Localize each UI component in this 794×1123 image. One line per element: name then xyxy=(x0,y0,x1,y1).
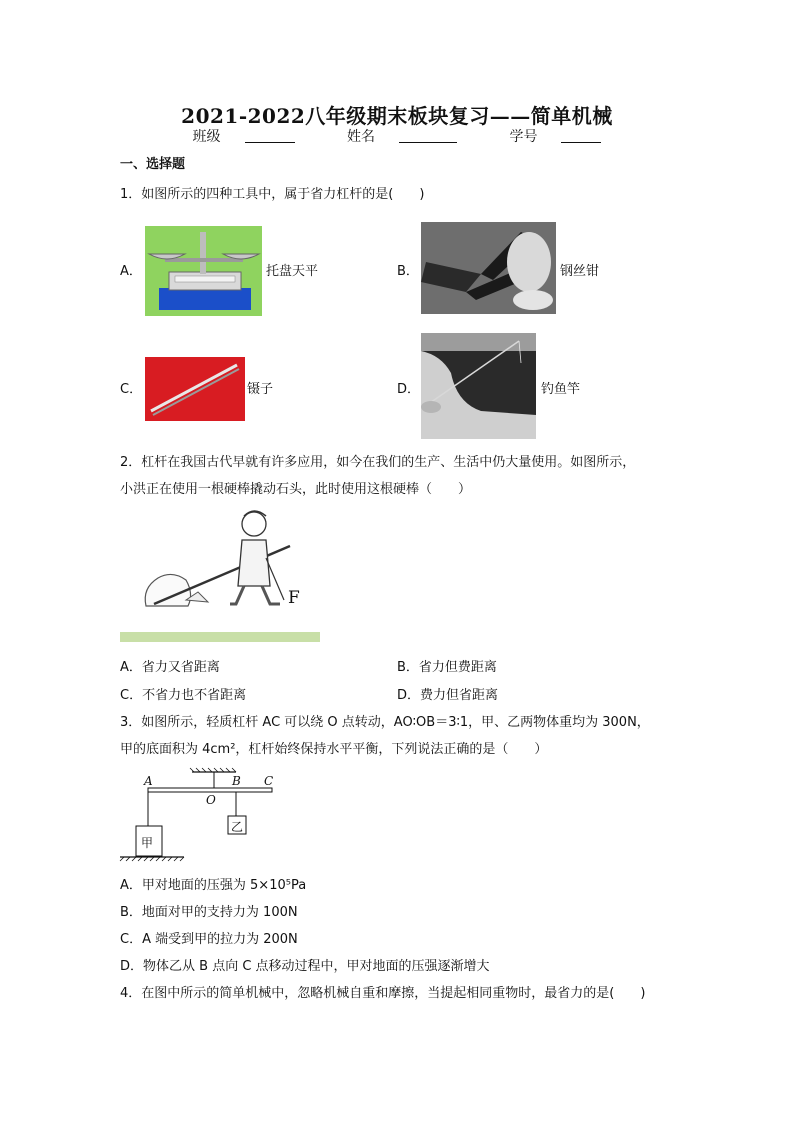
q4-stem: 4．在图中所示的简单机械中，忽略机械自重和摩擦，当提起相同重物时，最省力的是( ) xyxy=(120,986,646,1001)
q3-option-d: D．物体乙从 B 点向 C 点移动过程中，甲对地面的压强逐渐增大 xyxy=(120,959,490,974)
lever-diagram xyxy=(118,766,284,866)
block-jia-label: 甲 xyxy=(141,836,154,850)
point-c-label: C xyxy=(264,774,274,788)
q2-option-a: A．省力又省距离 xyxy=(120,660,220,675)
q1-stem: 1．如图所示的四种工具中，属于省力杠杆的是( ) xyxy=(120,187,425,202)
page-title: 2021-2022八年级期末板块复习——简单机械 xyxy=(181,104,613,128)
id-blank xyxy=(561,128,601,143)
q2-option-d: D．费力但省距离 xyxy=(397,688,499,703)
q3-option-b: B．地面对甲的支持力为 100N xyxy=(120,905,298,920)
block-yi-label: 乙 xyxy=(231,820,244,834)
q3-stem-line2: 甲的底面积为 4cm²，杠杆始终保持水平平衡，下列说法正确的是（ ） xyxy=(120,742,548,757)
q1-option-b-label: 钢丝钳 xyxy=(560,264,600,279)
q1-option-c-label: 镊子 xyxy=(247,382,274,397)
balance-scale-image xyxy=(145,226,262,316)
q1-option-c-letter: C． xyxy=(120,382,143,397)
fishing-rod-image xyxy=(421,333,536,439)
q3-stem-line1: 3．如图所示，轻质杠杆 AC 可以绕 O 点转动，AO∶OB＝3∶1，甲、乙两物体重均为 300N， xyxy=(120,715,650,730)
class-field xyxy=(181,126,307,146)
point-a-label: A xyxy=(144,774,153,788)
name-blank xyxy=(399,128,457,143)
tweezers-image xyxy=(145,357,245,421)
lever-prying-rock-illustration xyxy=(120,506,320,648)
point-o-label: O xyxy=(206,793,216,807)
class-blank xyxy=(245,128,295,143)
q1-option-a-label: 托盘天平 xyxy=(266,264,319,279)
name-label: 姓名 xyxy=(347,129,375,145)
student-info-fields xyxy=(0,126,794,146)
id-label: 学号 xyxy=(509,129,538,145)
q2-option-b: B．省力但费距离 xyxy=(397,660,497,675)
q1-option-d-letter: D． xyxy=(397,382,421,397)
class-label: 班级 xyxy=(192,129,221,145)
q3-option-a: A．甲对地面的压强为 5×10⁵Pa xyxy=(120,878,307,893)
q1-option-b-letter: B． xyxy=(397,264,419,279)
q2-stem-line1: 2．杠杆在我国古代早就有许多应用，如今在我们的生产、生活中仍大量使用。如图所示， xyxy=(120,455,636,470)
q2-option-c: C．不省力也不省距离 xyxy=(120,688,247,703)
name-field xyxy=(335,126,469,146)
q1-option-a-letter: A． xyxy=(120,264,142,279)
q3-option-c: C．A 端受到甲的拉力为 200N xyxy=(120,932,298,947)
section-heading: 一、选择题 xyxy=(120,157,186,172)
point-b-label: B xyxy=(232,774,241,788)
q2-stem-line2: 小洪正在使用一根硬棒撬动石头，此时使用这根硬棒（ ） xyxy=(120,482,472,497)
q1-option-d-label: 钓鱼竿 xyxy=(541,382,581,397)
id-field xyxy=(497,126,613,146)
pliers-image xyxy=(421,222,556,314)
force-label-f: F xyxy=(288,588,300,608)
